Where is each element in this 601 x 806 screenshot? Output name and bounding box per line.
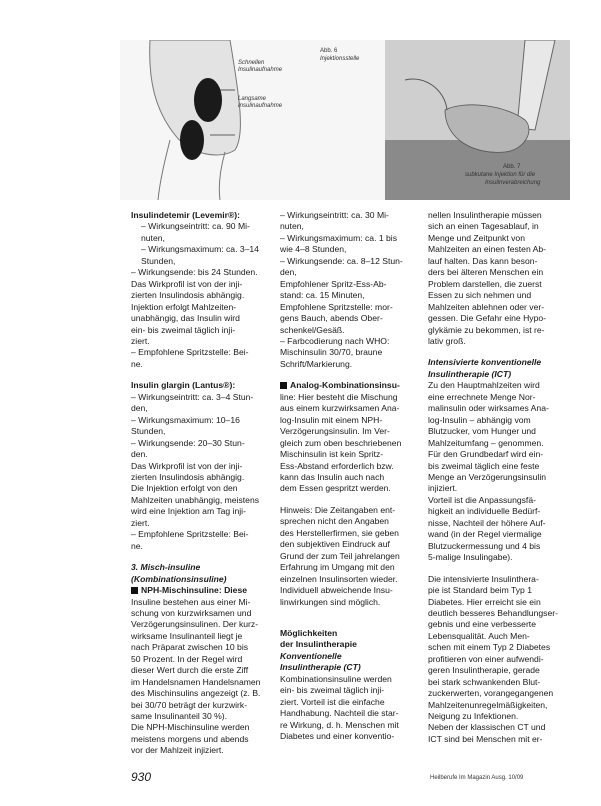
text-line: Mahlzeiten ablehnen oder ver-: [428, 301, 545, 312]
text-line: meistens morgens und abends: [131, 733, 249, 744]
text-line: Intensivierte konventionelle: [428, 357, 542, 368]
text-line: unabhängig, das Insulin wird: [131, 313, 240, 324]
text-line: bei 30/70 beträgt der kurzwirk-: [131, 699, 248, 710]
text-line: gleich zum oben beschriebenen: [280, 437, 402, 448]
magazine-footer: Heilberufe Im Magazin Ausg. 10/09: [430, 775, 524, 781]
text-line: profitieren von einer aufwendi-: [428, 653, 544, 664]
text-line: glykämie zu bekommen, ist re-: [428, 324, 545, 335]
text-line: Grund der zum Teil jahrelangen: [280, 550, 400, 561]
text-line: 50 Prozent. In der Regel wird: [131, 653, 243, 664]
text-column-3: [428, 210, 574, 745]
text-line: injiziert.: [428, 483, 458, 494]
text-line: pie ist Standard beim Typ 1: [428, 585, 532, 596]
text-line: 3. Misch-insuline: [131, 562, 201, 573]
text-line: nuten,: [280, 221, 304, 232]
text-column-1: [131, 210, 277, 757]
text-line: nellen Insulintherapie müssen: [428, 210, 542, 220]
text-line: [428, 347, 574, 357]
text-line: den,: [131, 403, 148, 414]
text-line: ein- bis zweimal täglich inji-: [280, 685, 385, 696]
text-line: gens Bauch, abends Ober-: [280, 313, 383, 324]
text-line: – Farbcodierung nach WHO:: [280, 335, 390, 346]
text-line: (Kombinationsinsuline): [131, 573, 227, 584]
text-line: – Wirkungseintritt: ca. 30 Mi-: [280, 210, 389, 220]
text-line: Stunden,: [141, 255, 176, 266]
text-line: Problem darstellen, die zuerst: [428, 278, 542, 289]
text-line: bis zweimal täglich eine feste: [428, 460, 540, 471]
text-line: [280, 608, 426, 618]
text-line: schung von kurzwirksamen und: [131, 607, 252, 618]
text-line: Mahlzeitumfang – genommen.: [428, 437, 544, 448]
text-line: zierten Insulindosis abhängig.: [131, 290, 245, 301]
text-line: wird eine Injektion am Tag inji-: [131, 506, 246, 517]
text-line: lativ groß.: [428, 335, 466, 346]
text-line: log-Insulin – abhängig vom: [428, 414, 531, 425]
text-line: Neigung zu Infektionen.: [428, 711, 519, 722]
text-line-content: NPH-Mischinsuline: Diese: [141, 585, 248, 596]
text-line: Verzögerungsinsulinen. Der kurz-: [131, 619, 259, 630]
text-line: Das Wirkprofil ist von der inji-: [131, 460, 243, 471]
text-line: – Wirkungsende: 20–30 Stun-: [131, 437, 245, 448]
text-line: gessen. Die Gefahr eine Hypo-: [428, 313, 546, 324]
text-line: Mischinsulin 30/70, braune: [280, 347, 383, 358]
text-line: Insulindetemir (Levemir®):: [131, 210, 240, 220]
text-line: Insulin glargin (Lantus®):: [131, 380, 236, 391]
text-line: Ess-Abstand erforderlich bzw.: [280, 460, 394, 471]
text-line: Möglichkeiten: [280, 627, 338, 638]
text-line: Essen zu sich nehmen und: [428, 290, 532, 301]
illustration-figure: [120, 40, 570, 200]
text-line: Verzögerungsinsulin. Im Ver-: [280, 426, 390, 437]
text-line: ziert. Vorteil ist die einfache: [280, 696, 385, 707]
injection-photo: [385, 40, 570, 200]
text-line: – Wirkungsende: ca. 8–12 Stun-: [280, 255, 403, 266]
text-line: sich an einen Tagesablauf, in: [428, 221, 539, 232]
text-line: ziert.: [131, 335, 150, 346]
text-line: zierten Insulindosis abhängig.: [131, 471, 245, 482]
text-line: ein- bis zweimal täglich inji-: [131, 324, 236, 335]
text-line: gebnis und eine verbesserte: [428, 619, 536, 630]
text-line: Zu den Hauptmahlzeiten wird: [428, 380, 540, 391]
text-line: linwirkungen sind möglich.: [280, 596, 381, 607]
text-line: Die intensivierte Insulinthera-: [428, 573, 539, 584]
text-line: den subjektiven Eindruck auf: [280, 539, 390, 550]
text-line: Für den Grundbedarf wird ein-: [428, 449, 544, 460]
text-line: – Wirkungsende: bis 24 Stunden.: [131, 267, 258, 278]
text-line: im Handelsnamen Handelsnamen: [131, 676, 261, 687]
text-line: Individuell abweichende Insu-: [280, 585, 393, 596]
text-line: Stunden,: [131, 426, 166, 437]
text-line: stand: ca. 15 Minuten,: [280, 290, 365, 301]
text-line: Blutzucker, vom Hunger und: [428, 426, 536, 437]
abb7-title: Abb. 7: [503, 164, 521, 170]
text-line: – Wirkungsmaximum: ca. 3–14: [141, 244, 259, 255]
text-line: Die Injektion erfolgt von den: [131, 483, 238, 494]
text-line: Die NPH-Mischinsuline werden: [131, 722, 250, 733]
text-line: log-Insulin mit einem NPH-: [280, 414, 383, 425]
text-line: same Insulinanteil 30 %).: [131, 711, 228, 722]
text-line: [428, 564, 574, 574]
text-line: Insulintherapie (ICT): [428, 368, 512, 379]
text-line: Vorteil ist die Anpassungsfä-: [428, 494, 536, 505]
text-line: nuten,: [141, 232, 165, 243]
text-line: Insulintherapie (CT): [280, 662, 361, 673]
text-line: Kombinationsinsuline werden: [280, 673, 392, 684]
text-line: geren Insulintherapie, gerade: [428, 665, 540, 676]
text-line: malinsulin oder wirksames Ana-: [428, 403, 549, 414]
text-line: einzelnen Insulinsorten wieder.: [280, 573, 398, 584]
text-line: schenkel/Gesäß.: [280, 324, 345, 335]
text-line: Mahlzeiten unabhängig, meistens: [131, 494, 260, 505]
text-line: wie 4–8 Stunden,: [280, 244, 347, 255]
text-line: Das Wirkprofil ist von der inji-: [131, 278, 243, 289]
text-line: schen mit einem Typ 2 Diabetes: [428, 642, 551, 653]
text-line: [280, 495, 426, 505]
text-line: re Wirkung, d. h. Menschen mit: [280, 719, 399, 730]
text-line: Mischinsulin ist kein Spritz-: [280, 449, 384, 460]
text-line: Neben der klassischen CT und: [428, 722, 546, 733]
text-line: – Wirkungsmaximum: ca. 1 bis: [280, 232, 398, 243]
text-line: – Empfohlene Spritzstelle: Bei-: [131, 529, 249, 540]
text-line: dieser Wert durch die erste Ziff: [131, 665, 249, 676]
page-number: 930: [131, 770, 152, 784]
label-langsam: Langsame Insulinaufnahme: [238, 96, 283, 109]
text-line: aus einem kurzwirksamen Ana-: [280, 403, 400, 414]
text-line: ziert.: [131, 517, 150, 528]
text-line: Injektion erfolgt Mahlzeiten-: [131, 301, 237, 312]
text-line: eine errechnete Menge Nor-: [428, 391, 536, 402]
text-line: wand (in der Regel viermalige: [428, 529, 542, 540]
text-line: Blutzuckermessung und 4 bis: [428, 540, 541, 551]
text-line: wirksame Insulinanteil liegt je: [131, 630, 243, 641]
text-line: Empfohlener Spritz-Ess-Ab-: [280, 278, 387, 289]
text-line: nisse, Nachteil der höhere Auf-: [428, 517, 546, 528]
text-line: Hinweis: Die Zeitangaben ent-: [280, 504, 396, 515]
text-line: Menge an Verzögerungsinsulin: [428, 471, 547, 482]
text-line: [280, 370, 426, 380]
text-line: bei stark schwankenden Blut-: [428, 676, 541, 687]
text-line: [131, 552, 277, 562]
text-line: Mahlzeiten an einen festen Ab-: [428, 244, 547, 255]
text-line: dem Essen gespritzt werden.: [280, 483, 391, 494]
text-line: Diabetes. Hier erreicht sie ein: [428, 596, 541, 607]
text-line: den.: [131, 449, 148, 460]
bullet-square-icon: [131, 587, 138, 594]
text-line: Schrift/Markierung.: [280, 358, 353, 369]
body-illustration: [120, 40, 385, 200]
text-line: lauf halten. Das kann beson-: [428, 255, 538, 266]
abb7-caption-line1: subkutane Injektion für die: [465, 172, 536, 178]
text-line: line: Hier besteht die Mischung: [280, 391, 398, 402]
text-line: Insuline bestehen aus einer Mi-: [131, 596, 251, 607]
text-line: sprechen nicht den Angaben: [280, 516, 389, 527]
text-line: ders bei älteren Menschen ein: [428, 267, 544, 278]
text-line: kann das Insulin auch nach: [280, 471, 385, 482]
abb6-caption: Injektionsstelle: [320, 56, 360, 62]
text-line: 5-malige Insulingabe).: [428, 552, 513, 563]
bullet-square-icon: [280, 382, 287, 389]
text-line: Diabetes und einer konventio-: [280, 731, 395, 742]
text-line: zuckerwerten, vorangegangenen: [428, 688, 554, 699]
text-line: ICT sind bei Menschen mit er-: [428, 733, 543, 744]
text-line: Konventionelle: [280, 650, 342, 661]
text-line: nach Präparat zwischen 10 bis: [131, 642, 249, 653]
text-line: Handhabung. Nachteil die star-: [280, 708, 399, 719]
text-line: Menge und Zeitpunkt von: [428, 232, 525, 243]
text-line: – Wirkungseintritt: ca. 3–4 Stun-: [131, 391, 254, 402]
text-line: – Wirkungseintritt: ca. 90 Mi-: [141, 221, 250, 232]
label-schnell: Schnellen Insulinaufnahme: [238, 60, 283, 73]
text-line: der Insulintherapie: [280, 639, 357, 650]
text-line: Mahlzeitenunregelmäßigkeiten,: [428, 699, 548, 710]
text-line: des Mischinsulins angezeigt (z. B.: [131, 688, 261, 699]
text-line: – Empfohlene Spritzstelle: Bei-: [131, 347, 249, 358]
text-line: higkeit an individuelle Bedürf-: [428, 506, 541, 517]
text-line: [131, 585, 277, 596]
text-line: [280, 380, 426, 391]
text-line: ne.: [131, 540, 143, 551]
text-line: Empfohlene Spritzstelle: mor-: [280, 301, 393, 312]
text-line-content: Analog-Kombinationsinsu-: [290, 380, 400, 391]
text-line: vor der Mahlzeit injiziert.: [131, 745, 224, 756]
text-line: den,: [280, 267, 297, 278]
text-line: [280, 618, 426, 628]
text-line: ne.: [131, 358, 143, 369]
abb6-title: Abb. 6: [320, 48, 338, 54]
text-column-2: [280, 210, 426, 742]
text-line: deutlich besseres Behandlungser-: [428, 607, 558, 618]
text-line: [131, 370, 277, 380]
text-line: Lebensqualität. Auch Men-: [428, 630, 530, 641]
text-line: Erfahrung im Umgang mit den: [280, 562, 395, 573]
abb7-caption-line2: Insulinverabreichung: [485, 180, 541, 186]
text-line: – Wirkungsmaximum: 10–16: [131, 414, 240, 425]
text-line: des Herstellerfirmen, sie geben: [280, 527, 399, 538]
